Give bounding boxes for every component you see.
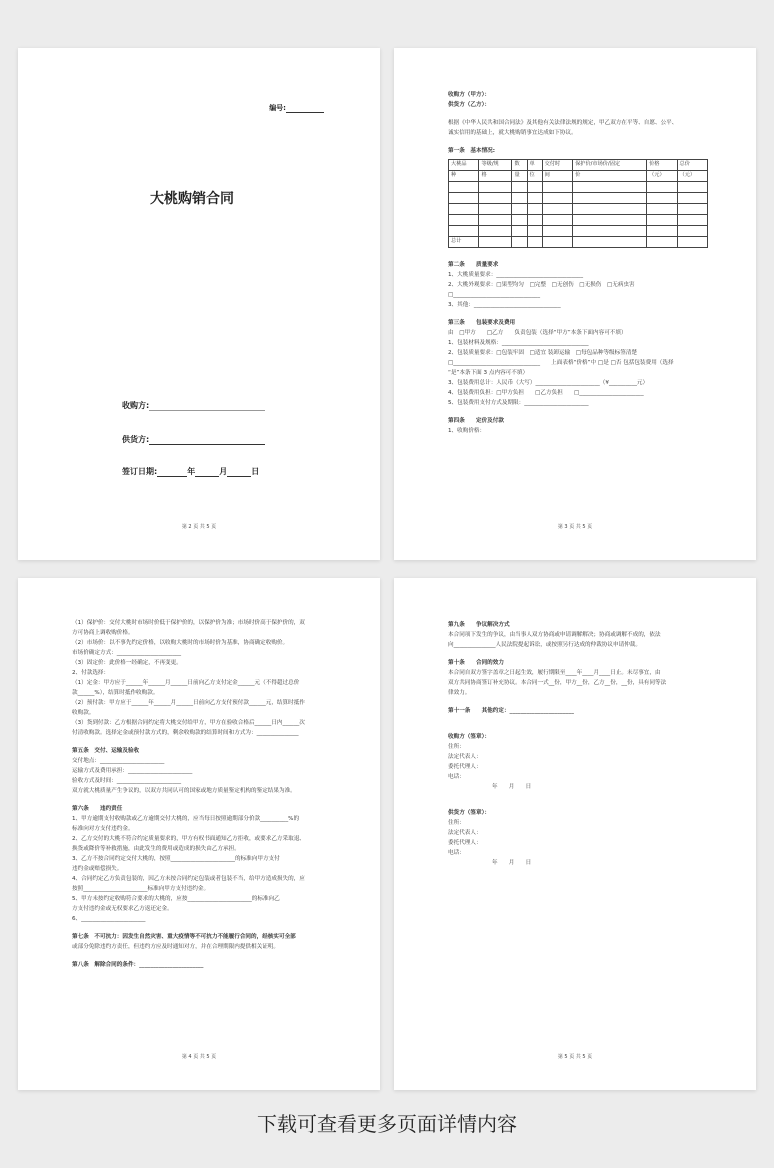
clause-line: 由 □甲方 □乙方 负责包装（选择“甲方”本条下面内容可不填） (448, 330, 627, 336)
supplier-label: 供货方: (122, 435, 150, 444)
table-header-cell: 量 (512, 171, 527, 182)
table-header-cell: 价 (573, 171, 647, 182)
clause-line: 1、包装材料及规格：_______________________________ (448, 340, 589, 346)
clause-line: 验收方式及时间：_______________________ (72, 778, 182, 784)
signature-date: 年 月 日 (492, 784, 532, 790)
table-header-row (449, 160, 708, 171)
clause-line: 2、包装质量要求：□包装牢固 □适宜 装卸运输 □每包品种等级标签清楚 (448, 350, 638, 356)
clause-line: 第七条 不可抗力：因发生自然灾害、重大疫情等不可抗力不能履行合同的，经核实可全部 (72, 934, 296, 940)
clause-line: 本合同自双方签字盖章之日起生效，履行期限至____年____月____日止。未尽事宜，由 (448, 670, 661, 676)
signature-date: 年 月 日 (492, 860, 532, 866)
contract-number-blank (286, 112, 324, 113)
download-caption: 下载可查看更多页面详情内容 (257, 1112, 517, 1136)
article-heading: 第十一条 其他约定：_______________________ (448, 708, 574, 714)
table-row (449, 226, 708, 237)
page-footer: 第 2 页 共 5 页 (181, 524, 217, 530)
table-header-cell: 大桃品 (449, 160, 479, 171)
table-header-cell: 种 (449, 171, 479, 182)
total-label: 总计 (449, 237, 479, 248)
clause-line: 2、大桃外观要求：□果型均匀 □完整 □无创伤 □无损伤 □无病虫害 (448, 282, 635, 288)
clause-line: 换货或降价等补救措施，由此发生的费用或造成的损失由乙方承担。 (72, 846, 240, 852)
year-label: 年 (187, 467, 196, 476)
buyer-field (122, 400, 265, 411)
goods-table (448, 159, 708, 248)
clause-line: □_______________________________ 上面表格“价格”中 □是 □否 包括包装费用（选择 (448, 360, 674, 366)
table-header-cell: 价格 (647, 160, 677, 171)
clause-line: （3）固定价：此价格一经确定，不再变更。 (72, 660, 182, 666)
clause-line: 2、付款选择： (72, 670, 110, 676)
sign-date-label: 签订日期: (122, 467, 158, 476)
clause-line: 交付地点：_______________________ (72, 758, 165, 764)
document-title: 大桃购销合同 (150, 191, 234, 207)
article-heading: 第六条 违约责任 (72, 806, 123, 812)
clause-line: 市场价确定方式：_______________________ (72, 650, 182, 656)
signature-line: 供货方（签章）： (448, 810, 490, 816)
signature-line: 委托代理人： (448, 764, 482, 770)
contract-page-4 (18, 578, 380, 1090)
contract-number-label: 编号: (269, 104, 286, 112)
clause-line: 付清收购款。选择定金或预付款方式的，剩余收购款的结算时间和方式为：_______________ (72, 730, 299, 736)
page-footer: 第 5 页 共 5 页 (557, 1054, 593, 1060)
sign-date-field (122, 466, 259, 477)
clause-line: （1）保护价：交付大桃时市场时价低于保护价的，以保护价为准；市场时价高于保护价的，双 (72, 620, 305, 626)
page-footer: 第 4 页 共 5 页 (181, 1054, 217, 1060)
clause-line: 方支付违约金或无权要求乙方返还定金。 (72, 906, 173, 912)
table-header-cell: 单 (527, 160, 542, 171)
table-header-cell: 等级/规 (479, 160, 512, 171)
clause-line: 收购款。 (72, 710, 95, 716)
signature-line: 电话： (448, 850, 465, 856)
buyer-label: 收购方: (122, 401, 150, 410)
supplier-blank (149, 435, 265, 445)
clause-line: 方可协商上调收购价格。 (72, 630, 134, 636)
clause-line: 本合同项下发生的争议，由当事人双方协商或申请调解解决；协商或调解不成的，依法 (448, 632, 661, 638)
clause-line: 4、合同约定乙方负责包装的，因乙方未按合同约定包装或者包装不当，给甲方造成损失的，应 (72, 876, 305, 882)
intro-line: 根据《中华人民共和国合同法》及其他有关法律法规的规定，甲乙双方在平等、自愿、公平、 (448, 120, 678, 126)
intro-line: 诚实信用的基础上，就大桃购销事宜达成如下协议。 (448, 130, 577, 136)
clause-line: 5、包装费用支付方式及期限：_______________________ (448, 400, 589, 406)
day-blank (227, 467, 251, 477)
table-header-cell: （元） (647, 171, 677, 182)
article-heading: 第十条 合同的效力 (448, 660, 504, 666)
cover-page (18, 48, 380, 560)
clause-line: 1、甲方逾期支付收购款或乙方逾期交付大桃的，应当每日按照逾期部分价款__________%的 (72, 816, 300, 822)
article-heading: 第一条 基本情况: (448, 148, 495, 154)
clause-line: 或部分免除违约方责任，但违约方应及时通知对方，并在合理期限内提供相关证明。 (72, 944, 279, 950)
clause-line: （1）定金：甲方应于______年______月______日前向乙方支付定金______元（不得超过总价 (72, 680, 300, 686)
party-b-line: 供货方（乙方）： (448, 102, 490, 108)
clause-line: 按照_______________________标准向甲方支付违约金。 (72, 886, 210, 892)
clause-line: 3、乙方不按合同约定交付大桃的，按照_______________________的标准向甲方支付 (72, 856, 280, 862)
clause-line: 运输方式及费用承担：_______________________ (72, 768, 193, 774)
clause-line: 6、_______________________ (72, 916, 146, 922)
clause-line: 向_______________人民法院提起诉讼，或按照另行达成的仲裁协议申请仲裁。 (448, 642, 641, 648)
clause-line: 款______%），结算时抵作收购款。 (72, 690, 159, 696)
day-label: 日 (251, 467, 260, 476)
table-header-cell: 数 (512, 160, 527, 171)
table-total-row (449, 237, 708, 248)
clause-line: 律效力。 (448, 690, 471, 696)
table-header-cell: 总价 (677, 160, 708, 171)
clause-line: 双方就大桃质量产生争议的，以双方共同认可的国家或地方质量鉴定机构的鉴定结果为准。 (72, 788, 296, 794)
table-row (449, 193, 708, 204)
table-header-cell: （元） (677, 171, 708, 182)
table-header-cell: 交付时 (542, 160, 572, 171)
party-a-line: 收购方（甲方）： (448, 92, 490, 98)
article-heading: 第二条 质量要求 (448, 262, 499, 268)
table-header-cell: 保护价/市场价/固定 (573, 160, 647, 171)
table-row (449, 215, 708, 226)
article-heading: 第八条 解除合同的条件：_______________________ (72, 962, 204, 968)
clause-line: 1、收购价格： (448, 428, 486, 434)
article-heading: 第九条 争议解决方式 (448, 622, 510, 628)
contract-number-field (269, 103, 324, 113)
clause-line: 双方共同协商签订补充协议。本合同一式__份，甲方__份，乙方__份，__份，具有同等法 (448, 680, 667, 686)
article-heading: 第三条 包装要求及费用 (448, 320, 516, 326)
clause-line: “是”本条下面 3 点内容可不填） (448, 370, 529, 376)
clause-line: 标准向对方支付违约金。 (72, 826, 134, 832)
clause-line: 1、大桃质量要求：_______________________________ (448, 272, 584, 278)
table-row (449, 182, 708, 193)
table-header-cell: 位 (527, 171, 542, 182)
signature-line: 电话： (448, 774, 465, 780)
signature-line: 法定代表人： (448, 754, 482, 760)
clause-line: 3、包装费用总计：人民币（大写）_______________________（¥__________元） (448, 380, 649, 386)
clause-line: 5、甲方未按约定收购符合要求的大桃的，应按_______________________的标准向乙 (72, 896, 280, 902)
clause-line: 3、其他：_______________________________ (448, 302, 561, 308)
clause-line: 2、乙方交付的大桃不符合约定质量要求的，甲方有权书面通知乙方拒收，或要求乙方采取退、 (72, 836, 305, 842)
signature-line: 住所： (448, 744, 465, 750)
signature-line: 法定代表人： (448, 830, 482, 836)
signature-line: 住所： (448, 820, 465, 826)
year-blank (157, 467, 187, 477)
buyer-blank (149, 401, 265, 411)
clause-line: 违约金或赔偿损失。 (72, 866, 123, 872)
article-heading: 第四条 定价及付款 (448, 418, 504, 424)
table-header-cell: 间 (542, 171, 572, 182)
clause-line: 4、包装费用负担：□甲方负担 □乙方负担 □_______________________ (448, 390, 644, 396)
page-footer: 第 3 页 共 5 页 (557, 524, 593, 530)
clause-line: （2）市场价：以不事先约定价格，以收购大桃时的市场时价为基准，协商确定收购价。 (72, 640, 289, 646)
contract-page-3 (394, 48, 756, 560)
supplier-field (122, 434, 265, 445)
signature-line: 委托代理人： (448, 840, 482, 846)
table-row (449, 204, 708, 215)
article-heading: 第五条 交付、运输及验收 (72, 748, 140, 754)
clause-line: （2）预付款：甲方应于______年______月______日前向乙方支付预付款______元，结算时抵作 (72, 700, 305, 706)
month-label: 月 (219, 467, 228, 476)
clause-line: （3）货到付款：乙方根据合同约定将大桃交付给甲方，甲方在验收合格后______日内______次 (72, 720, 305, 726)
month-blank (195, 467, 219, 477)
table-header-row (449, 171, 708, 182)
signature-line: 收购方（签章）： (448, 734, 490, 740)
table-header-cell: 格 (479, 171, 512, 182)
contract-page-5 (394, 578, 756, 1090)
clause-line: □_______________________________ (448, 292, 540, 298)
